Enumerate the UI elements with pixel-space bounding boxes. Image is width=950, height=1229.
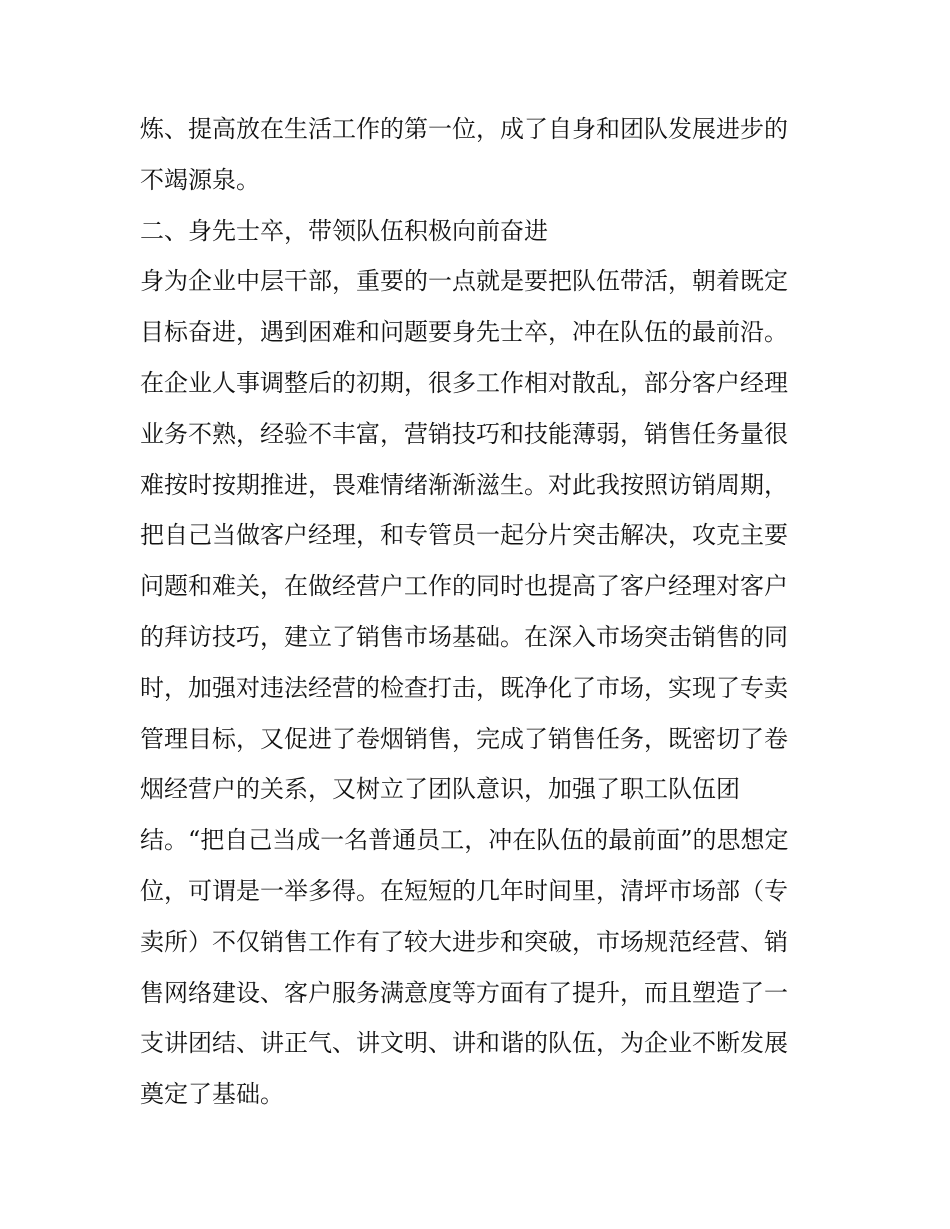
text-line: 结。“把自己当成一名普通员工，冲在队伍的最前面”的思想定: [140, 826, 789, 855]
text-line: 售网络建设、客户服务满意度等方面有了提升，而且塑造了一: [140, 978, 788, 1007]
text-line: 时，加强对违法经营的检查打击，既净化了市场，实现了专卖: [140, 673, 788, 702]
text-line: 身为企业中层干部，重要的一点就是要把队伍带活，朝着既定: [140, 267, 788, 296]
text-line: 难按时按期推进，畏难情绪渐渐滋生。对此我按照访销周期，: [140, 470, 788, 499]
text-line: 卖所）不仅销售工作有了较大进步和突破，市场规范经营、销: [140, 927, 788, 956]
text-line: 业务不熟，经验不丰富，营销技巧和技能薄弱，销售任务量很: [140, 419, 788, 448]
text-line: 问题和难关，在做经营户工作的同时也提高了客户经理对客户: [140, 572, 788, 601]
text-line: 不竭源泉。: [140, 165, 260, 194]
body-text: [140, 104, 830, 1120]
text-line: 位，可谓是一举多得。在短短的几年时间里，清坪市场部（专: [140, 876, 788, 905]
text-line: 的拜访技巧，建立了销售市场基础。在深入市场突击销售的同: [140, 622, 788, 651]
text-line: 烟经营户的关系，又树立了团队意识，加强了职工队伍团: [140, 775, 740, 804]
text-line: 管理目标，又促进了卷烟销售，完成了销售任务，既密切了卷: [140, 724, 788, 753]
text-line: 目标奋进，遇到困难和问题要身先士卒，冲在队伍的最前沿。: [140, 318, 788, 347]
text-line: 奠定了基础。: [140, 1080, 284, 1109]
text-line: 把自己当做客户经理，和专管员一起分片突击解决，攻克主要: [140, 521, 788, 550]
text-line: 炼、提高放在生活工作的第一位，成了自身和团队发展进步的: [140, 115, 788, 143]
section-heading: 二、身先士卒，带领队伍积极向前奋进: [140, 216, 548, 245]
text-line: 在企业人事调整后的初期，很多工作相对散乱，部分客户经理: [140, 368, 788, 397]
text-line: 支讲团结、讲正气、讲文明、讲和谐的队伍，为企业不断发展: [140, 1029, 788, 1058]
